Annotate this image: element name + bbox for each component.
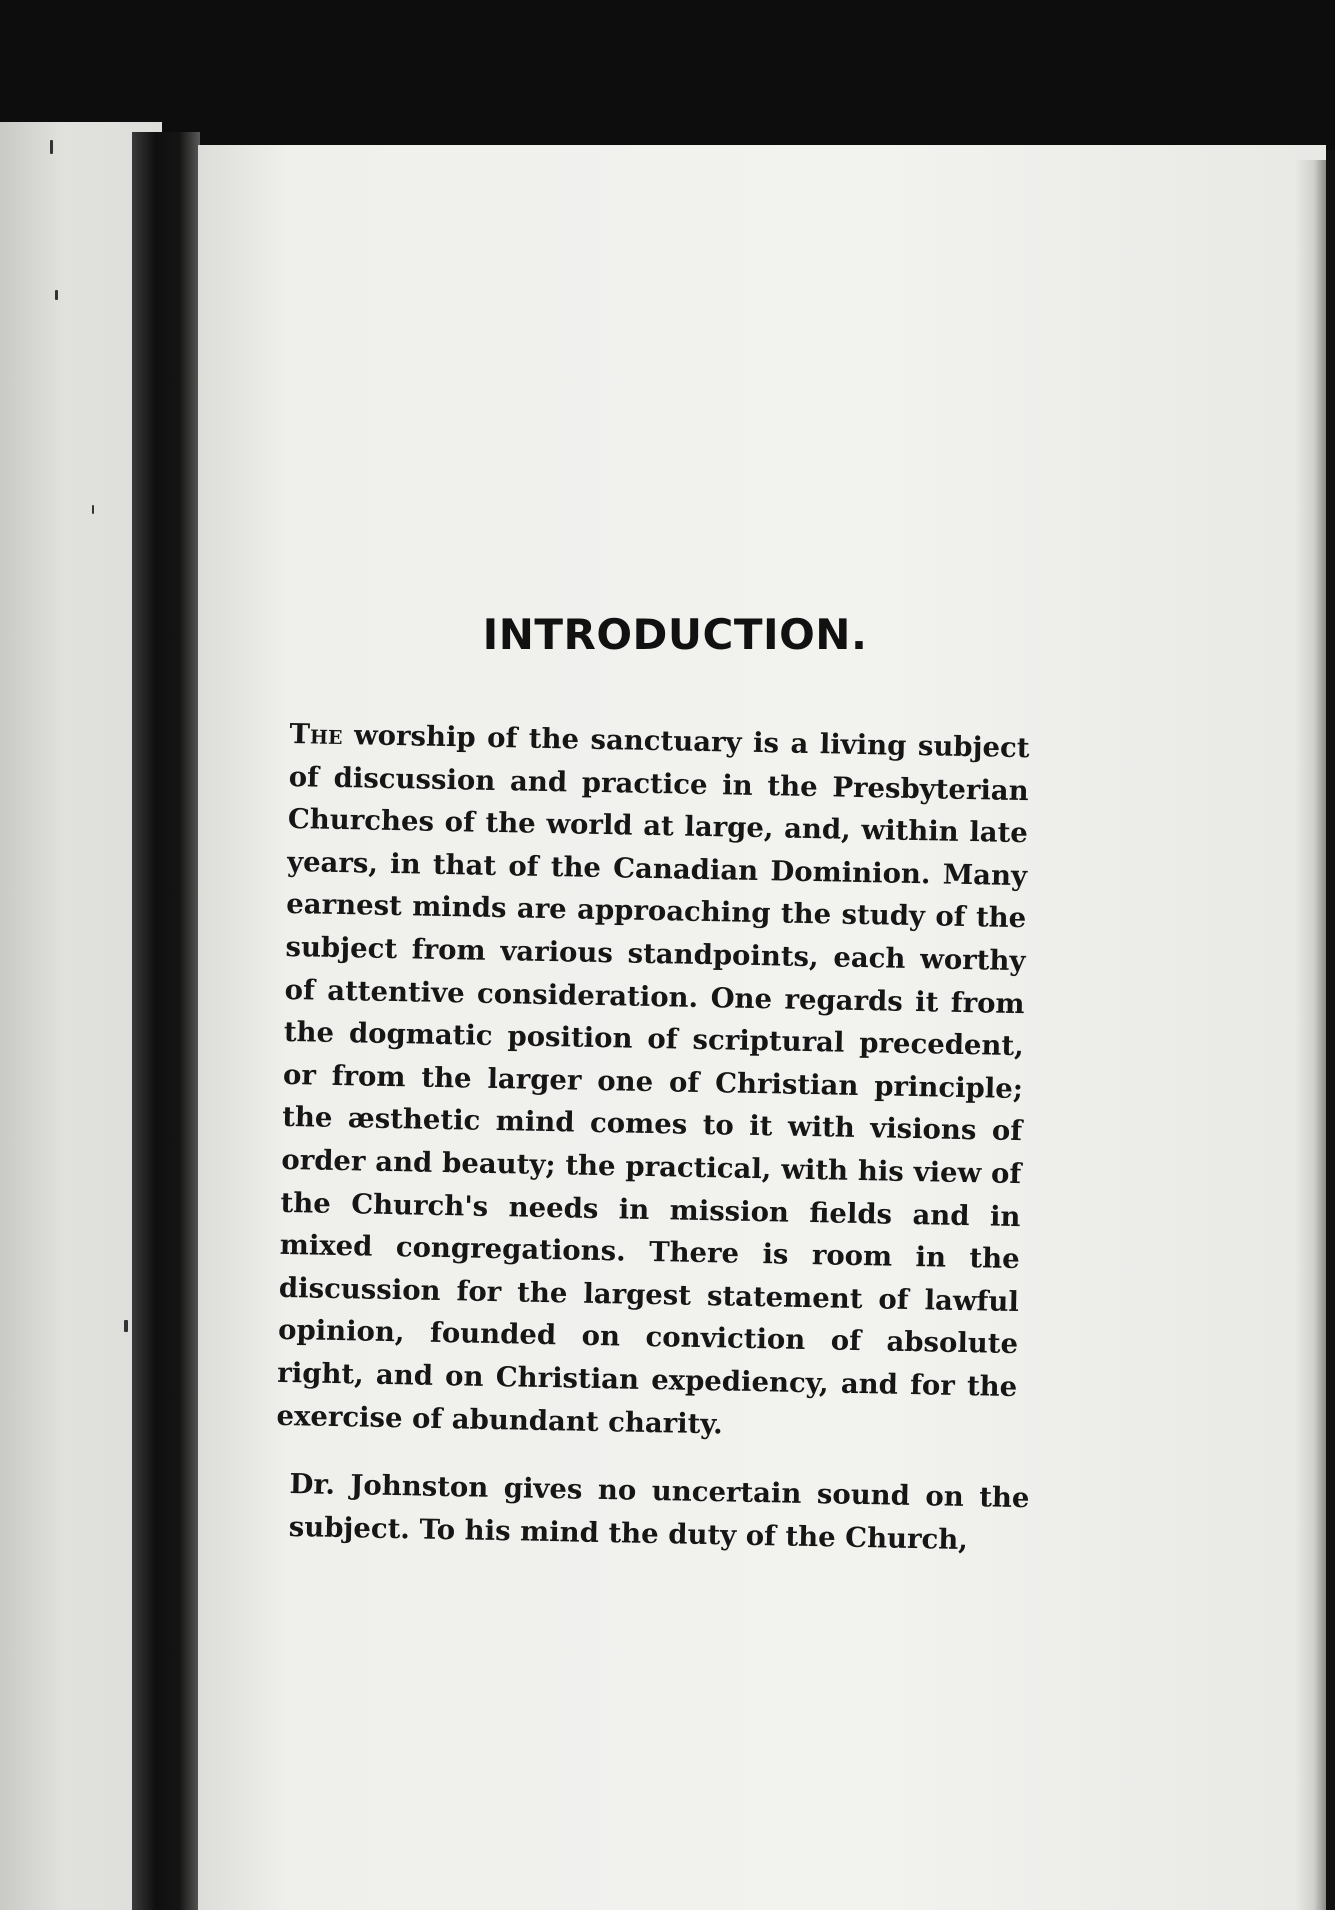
page-edge bbox=[1296, 160, 1326, 1910]
scan-speck bbox=[124, 1320, 128, 1332]
page-text bbox=[276, 610, 1030, 1556]
book-gutter bbox=[132, 132, 200, 1910]
drop-lead-word: The bbox=[289, 717, 343, 752]
scan-border bbox=[1326, 150, 1335, 1910]
scan-speck bbox=[92, 505, 94, 514]
scan-speck bbox=[55, 290, 58, 300]
paragraph bbox=[276, 713, 1030, 1451]
paragraph: Dr. Johnston gives no uncertain sound on the subject. To his mind the duty of the Church, bbox=[288, 1468, 1030, 1556]
page-title: INTRODUCTION. bbox=[482, 610, 868, 659]
paragraph-text: worship of the sanctuary is a living subject of discussion and practice in the Presbyterian Churches of the world at large, and, within late years, in that of the Canadian Dominion. Many earnest minds are approaching the study of the subject from various standpoints, each worthy of attentive consideration. One regards it from the dogmatic position of scriptural precedent, or from the larger one of Christian principle; the æsthetic mind comes to it with visions of order and beauty; the practical, with his view of the Church's needs in mission fields and in mixed congregations. There is room in the discussion for the largest statement of lawful opinion, founded on conviction of absolute right, and on Christian expediency, and for the exercise of abundant charity. bbox=[276, 719, 1030, 1440]
scan-speck bbox=[50, 140, 53, 154]
